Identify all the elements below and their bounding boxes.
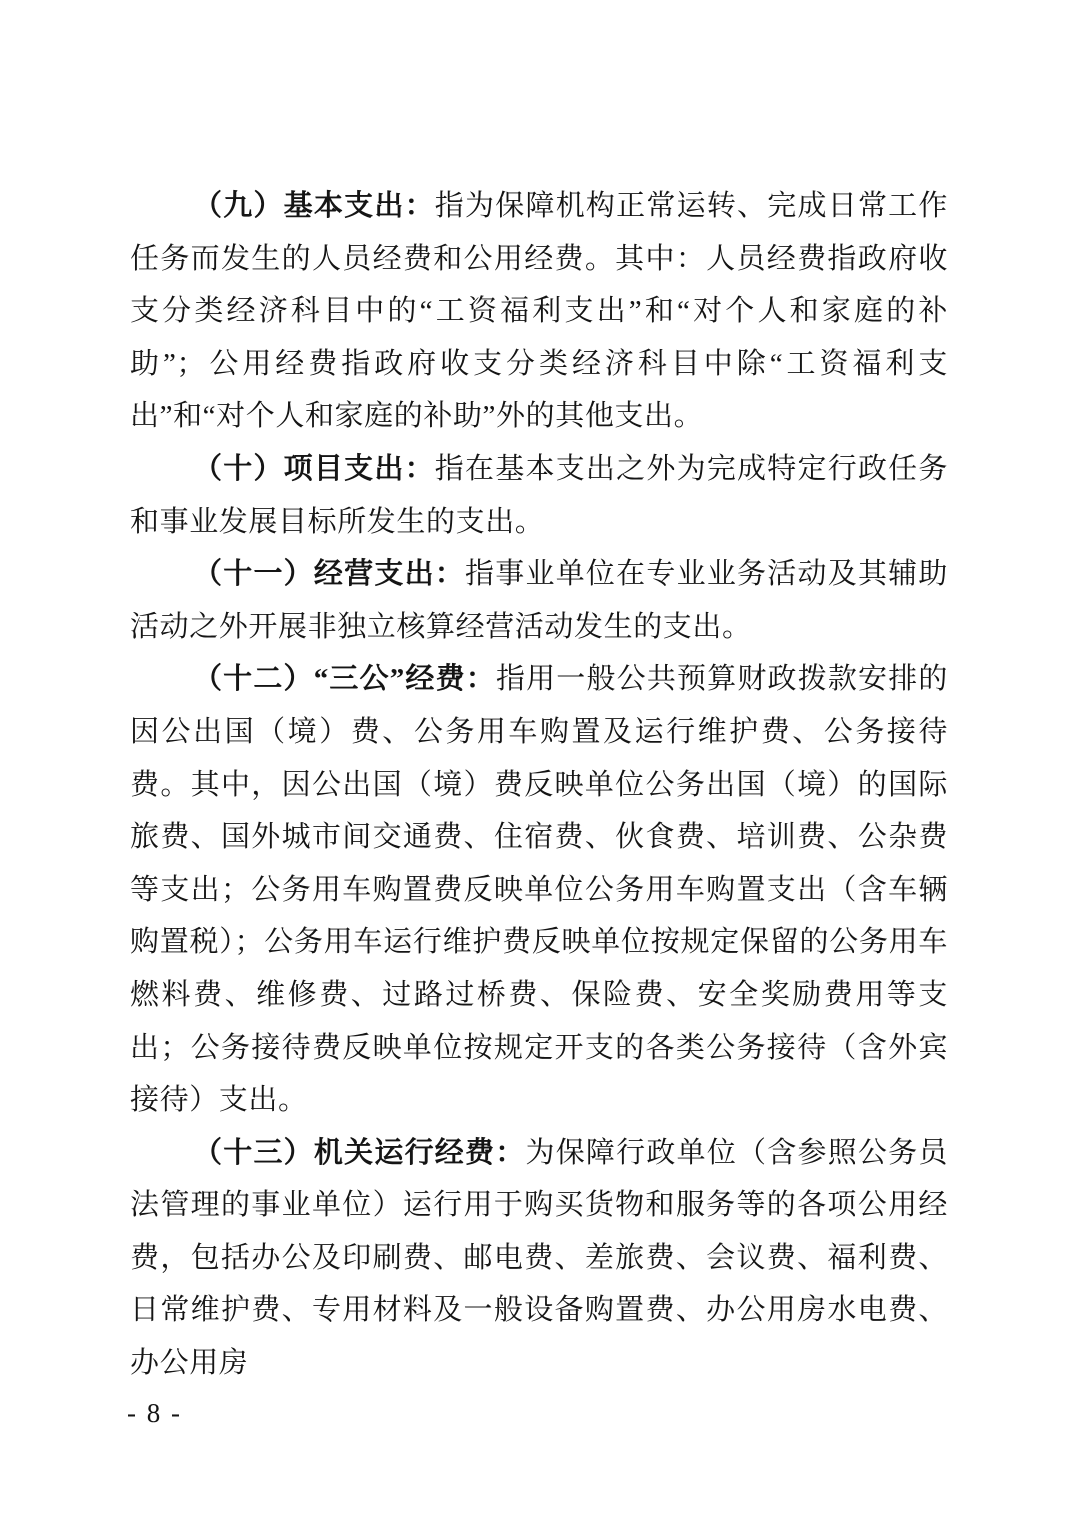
paragraph xyxy=(130,1127,948,1390)
paragraph-lead: （十三）机关运行经费： xyxy=(193,1136,526,1169)
paragraph xyxy=(130,548,948,653)
paragraph-body: 为保障行政单位（含参照公务员法管理的事业单位）运行用于购买货物和服务等的各项公用经费，包括办公及印刷费、邮电费、差旅费、会议费、福利费、日常维护费、专用材料及一般设备购置费、办公用房水电费、办公用房 xyxy=(130,1136,948,1380)
document-body xyxy=(130,180,948,1390)
paragraph-lead: （九）基本支出： xyxy=(193,190,435,222)
paragraph-body: 指在基本支出之外为完成特定行政任务和事业发展目标所发生的支出。 xyxy=(130,452,948,538)
paragraph xyxy=(130,443,948,548)
paragraph-body: 指为保障机构正常运转、完成日常工作任务而发生的人员经费和公用经费。其中：人员经费指政府收支分类经济科目中的“工资福利支出”和“对个人和家庭的补助”；公用经费指政府收支分类经济科目中除“工资福利支出”和“对个人和家庭的补助”外的其他支出。 xyxy=(130,190,948,433)
paragraph-lead: （十一）经营支出： xyxy=(193,558,466,591)
paragraph-lead: （十）项目支出： xyxy=(193,452,435,485)
paragraph xyxy=(130,180,948,443)
paragraph-body: 指用一般公共预算财政拨款安排的因公出国（境）费、公务用车购置及运行维护费、公务接待费。其中，因公出国（境）费反映单位公务出国（境）的国际旅费、国外城市间交通费、住宿费、伙食费、培训费、公杂费等支出；公务用车购置费反映单位公务用车购置支出（含车辆购置税）；公务用车运行维护费反映单位按规定保留的公务用车燃料费、维修费、过路过桥费、保险费、安全奖励费用等支出；公务接待费反映单位按规定开支的各类公务接待（含外宾接待）支出。 xyxy=(130,663,948,1117)
paragraph-body: 指事业单位在专业业务活动及其辅助活动之外开展非独立核算经营活动发生的支出。 xyxy=(130,558,948,643)
paragraph xyxy=(130,653,948,1126)
page-number: - 8 - xyxy=(127,1398,182,1428)
paragraph-lead: （十二）“三公”经费： xyxy=(193,663,496,696)
